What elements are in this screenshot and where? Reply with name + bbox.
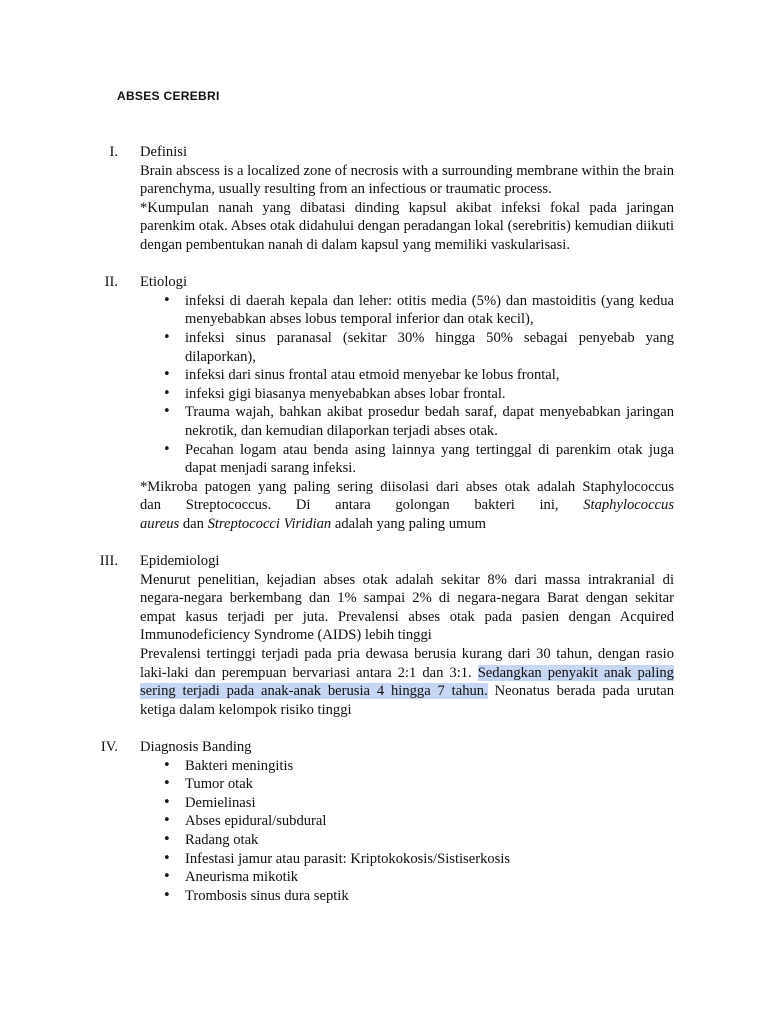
list-item: • Aneurisma mikotik [185,868,674,887]
epidemiology-paragraph: Menurut penelitian, kejadian abses otak adalah sekitar 8% dari massa intrakranial di negara-negara berkembang dan 1% sampai 2% di negara-negara Barat dengan sekitar empat kasus terjadi per juta. Prevalensi abses otak pada pasien dengan Acquired Immunodeficiency Syndrome (AIDS) lebih tinggi [140,571,674,644]
paragraph-text: Neonatus berada pada urutan ketiga dalam kelompok risiko tinggi [140,683,674,718]
document-body [90,143,674,924]
microbe-note-text: dan Streptococcus. Di antara golongan bakteri ini, [140,497,559,514]
microbe-note-line [140,496,674,515]
microbe-note-line: *Mikroba patogen yang paling sering diisolasi dari abses otak adalah Staphylococcus [140,478,674,495]
section-heading: Definisi [140,144,188,160]
document-title: ABSES CEREBRI [117,89,220,103]
section-heading: Diagnosis Banding [140,739,252,755]
highlighted-text[interactable]: Sedangkan penyakit anak paling sering terjadi pada anak-anak berusia 4 hingga 7 tahun. [140,664,674,700]
section-number: IV. [100,739,118,755]
list-item: • infeksi sinus paranasal (sekitar 30% hingga 50% sebagai penyebab yang dilaporkan), [185,329,674,366]
section-number: II. [104,274,118,291]
list-item: • Abses epidural/subdural [185,812,674,831]
section-number: I. [109,144,118,160]
section-number: III. [99,553,118,570]
list-item: • Tumor otak [185,775,674,794]
paragraph-text: Prevalensi tertinggi terjadi pada pria dewasa berusia kurang dari 30 tahun, dengan rasio laki-laki dan perempuan bervariasi antara 2:1 dan 3:1. [140,646,674,681]
etiology-list [140,292,674,478]
list-item: • Demielinasi [185,794,674,813]
list-item: • Trauma wajah, bahkan akibat prosedur bedah saraf, dapat menyebabkan jaringan nekrotik, dan kemudian dilaporkan terjadi abses otak. [185,403,674,440]
microbe-name: aureus [140,515,180,532]
list-item: • Pecahan logam atau benda asing lainnya yang tertinggal di parenkim otak juga dapat menjadi sarang infeksi. [185,441,674,478]
section-heading: Etiologi [140,274,188,291]
list-item: • infeksi di daerah kepala dan leher: otitis media (5%) dan mastoiditis (yang kedua menyebabkan abses lobus temporal inferior dan otak kecil), [185,292,674,329]
microbe-note-text: dan [179,515,208,532]
section-heading: Epidemiologi [140,553,220,570]
section-etiologi [90,273,674,533]
list-item: • Infestasi jamur atau parasit: Kriptokokosis/Sistiserkosis [185,850,674,869]
definition-paragraph-indonesian: *Kumpulan nanah yang dibatasi dinding kapsul akibat infeksi fokal pada jaringan parenkim otak. Abses otak didahului dengan peradangan lokal (serebritis) kemudian diikuti dengan pembentukan nanah di dalam kapsul yang memiliki vaskularisasi. [140,199,674,253]
section-definisi [90,143,674,255]
list-item: • Bakteri meningitis [185,757,674,776]
list-item: • Radang otak [185,831,674,850]
microbe-name: Staphylococcus [583,497,674,514]
section-diagnosis-banding [90,738,674,905]
section-epidemiologi [90,552,674,719]
microbe-name: Streptococci Viridian [207,515,332,532]
microbe-note-line [140,515,674,534]
differential-diagnosis-list [140,757,674,906]
list-item: • infeksi dari sinus frontal atau etmoid menyebar ke lobus frontal, [185,366,674,385]
epidemiology-paragraph [140,645,674,719]
microbe-note-text: adalah yang paling umum [331,515,487,532]
microbe-note [140,478,674,534]
list-item: • infeksi gigi biasanya menyebabkan abses lobar frontal. [185,385,674,404]
definition-paragraph-english: Brain abscess is a localized zone of necrosis with a surrounding membrane within the brain parenchyma, usually resulting from an infectious or traumatic process. [140,162,674,198]
list-item: • Trombosis sinus dura septik [185,887,674,906]
